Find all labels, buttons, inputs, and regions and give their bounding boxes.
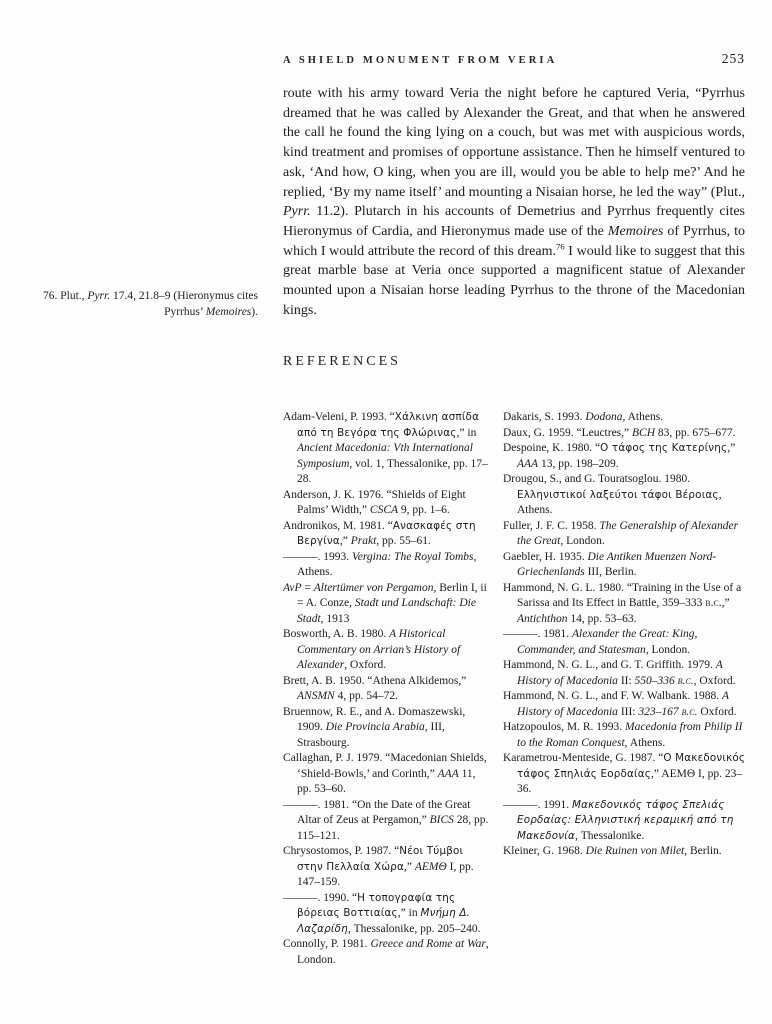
reference-entry [283, 844, 490, 891]
body-paragraph [283, 84, 745, 320]
text-segment: Ο Μακεδονικός τάφος Σπηλιάς Εορδαίας [517, 752, 746, 780]
text-segment: AAA [437, 767, 459, 780]
text-segment: ———. 1981. “On the Date of the Great Altar of Zeus at Pergamon,” [283, 798, 471, 826]
text-segment: 9, pp. 1–6. [398, 504, 450, 516]
text-segment: Altertümer von Pergamon [313, 581, 434, 594]
text-segment: Macedonia from Philip II to the Roman Conquest [517, 721, 743, 749]
margin-footnote-76 [26, 288, 258, 320]
text-segment: 28, pp. 115–121. [297, 814, 489, 842]
text-segment: Connolly, P. 1981. [283, 938, 371, 950]
running-head [283, 51, 745, 67]
text-segment: 11, pp. 53–60. [297, 767, 476, 795]
text-segment: of Pyrrhus, to which I would attribute the record of this dream. [283, 223, 745, 259]
text-segment: Alexander the Great: King, Commander, and Statesman [517, 628, 698, 656]
text-segment: , Thessalonike, pp. 205–240. [347, 922, 481, 935]
reference-entry [503, 627, 749, 658]
text-segment: , Athens. [517, 488, 722, 516]
text-segment: ———. 1990. “ [283, 891, 358, 904]
text-segment: Hammond, N. G. L. 1980. “Training in the Use of a Sarissa and Its Effect in Battle, 359–333 [503, 581, 742, 609]
text-segment: Η τοπογραφία της βόρειας Βοττιαίας [297, 891, 456, 919]
reference-entry [283, 937, 490, 968]
text-segment: ,” in [397, 907, 421, 919]
text-segment: b.c. [705, 597, 722, 609]
text-segment: , London. [560, 535, 605, 547]
text-segment: I would like to suggest that this great marble base at Veria once supported a magnificent statue of Alexander mounted upon a Nisaian horse leading Pyrrhus to the throne of the Macedonian kings. [283, 243, 746, 318]
reference-entry [503, 751, 749, 798]
text-segment: Gaebler, H. 1935. [503, 550, 588, 563]
text-segment: BCH [632, 426, 656, 439]
text-segment: Χάλκινη ασπίδα από τη Βεγόρα της Φλώρινας [297, 411, 480, 439]
text-segment: ANSMN [297, 690, 335, 702]
text-segment: Pyrr. [283, 204, 311, 220]
reference-entry [283, 798, 490, 845]
text-segment: 550–336 [634, 674, 678, 687]
text-segment: = [301, 581, 314, 594]
text-segment: 76 [555, 240, 565, 251]
text-segment: ,” in [456, 426, 477, 439]
text-segment: AAA [517, 457, 539, 470]
text-segment: Andronikos, M. 1981. “ [283, 519, 393, 532]
text-segment: , Berlin. [684, 845, 722, 857]
text-segment: , pp. 55–61. [376, 535, 431, 547]
text-segment: ,” ΑΕΜΘ I, pp. 23–36. [517, 767, 743, 795]
text-segment: 17.4, 21.8–9 (Hieronymus cites Pyrrhus’ [110, 290, 258, 318]
text-segment: 14, pp. 53–63. [567, 612, 637, 625]
text-segment: Chrysostomos, P. 1987. “ [283, 845, 400, 857]
text-segment: Karametrou-Menteside, G. 1987. “ [503, 752, 664, 764]
text-segment: ———. 1991. [503, 798, 572, 811]
text-segment: Memoires [607, 223, 664, 239]
text-segment: Μακεδονικός τάφος Σπελιάς Εορδαίας: Ελληνιστική κεραμική από τη Μακεδονία [517, 798, 734, 842]
text-segment: Hammond, N. G. L., and F. W. Walbank. 1988. [503, 690, 722, 702]
text-segment: Ο τάφος της Κατερίνης [600, 442, 728, 454]
text-segment: , London. [297, 938, 489, 966]
reference-entry [283, 627, 490, 674]
text-segment: CSCA [369, 504, 399, 516]
text-segment: Dodona [585, 411, 623, 423]
text-segment: BICS [429, 814, 454, 826]
text-segment: 4, pp. 54–72. [334, 690, 398, 702]
text-segment: b.c. [677, 674, 694, 687]
text-segment: , Berlin I, ii = A. Conze, [297, 581, 487, 609]
body-text-block [283, 84, 745, 320]
text-segment: Callaghan, P. J. 1979. “Macedonian Shields, ‘Shield-Bowls,’ and Corinth,” [283, 752, 487, 780]
text-segment: 83, pp. 675–677. [655, 426, 736, 439]
text-segment: ,” [403, 860, 415, 873]
text-segment: , Thessalonike. [574, 829, 645, 842]
text-segment: 76. Plut., [43, 290, 88, 302]
text-segment: ,” [727, 442, 736, 454]
text-segment: 13, pp. 198–209. [538, 457, 619, 470]
text-segment: , vol. 1, Thessalonike, pp. 17–28. [297, 457, 488, 485]
page-number: 253 [721, 51, 745, 66]
reference-entry [283, 488, 490, 519]
text-segment: Fuller, J. F. C. 1958. [503, 519, 600, 532]
text-segment: Hammond, N. G. L., and G. T. Griffith. 1979. [503, 659, 716, 671]
text-segment: Dakaris, S. 1993. [503, 411, 586, 423]
text-segment: ,” [721, 597, 730, 609]
text-segment: ,” [339, 535, 351, 547]
text-segment: A History of Macedonia [517, 690, 729, 718]
references-section [283, 410, 749, 968]
text-segment: III, Berlin. [584, 566, 637, 578]
reference-entry [503, 720, 749, 751]
references-heading: REFERENCES [283, 354, 401, 369]
running-title: A SHIELD MONUMENT FROM VERIA [283, 55, 558, 66]
text-segment: A History of Macedonia [517, 659, 723, 687]
text-segment: Brett, A. B. 1950. “Athena Alkidemos,” [283, 674, 467, 687]
text-segment: AvP [283, 581, 302, 594]
reference-entry [283, 705, 490, 752]
reference-entry [283, 519, 490, 550]
text-segment: Stadt und Landschaft: Die Stadt [297, 597, 476, 625]
text-segment: , Athens. [624, 736, 666, 749]
reference-entry [503, 658, 749, 689]
text-segment: Bosworth, A. B. 1980. [283, 628, 390, 640]
reference-entry [283, 674, 490, 705]
text-segment: Oxford. [697, 705, 737, 718]
text-segment: Μνήμη Δ. Λαζαρίδη [297, 907, 471, 935]
text-segment: , III, Strasbourg. [297, 721, 445, 749]
text-segment: b.c. [681, 705, 698, 718]
text-segment: Adam-Veleni, P. 1993. “ [283, 411, 395, 423]
reference-entry [503, 689, 749, 720]
reference-entry [283, 410, 490, 488]
reference-entry [503, 519, 749, 550]
text-segment: Ancient Macedonia: Vth International Symposium [297, 442, 473, 470]
reference-entry [503, 550, 749, 581]
text-segment: Pyrr. [87, 290, 111, 302]
text-segment: ———. 1993. [283, 550, 352, 563]
text-segment: , Athens. [622, 411, 664, 423]
text-segment: Die Antiken Muenzen Nord-Griechenlands [517, 550, 717, 578]
text-segment: III: [617, 705, 639, 718]
text-segment: ΑΕΜΘ [414, 860, 447, 873]
reference-entry [503, 426, 749, 442]
text-segment: , Oxford. [344, 659, 387, 671]
text-segment: I, pp. 147–159. [297, 860, 474, 888]
reference-entry [283, 751, 490, 798]
text-segment: ———. 1981. [503, 628, 572, 640]
reference-entry [503, 441, 749, 472]
text-segment: ). [251, 306, 258, 318]
text-segment: Bruennow, R. E., and A. Domaszewski, 1909. [283, 705, 466, 733]
reference-entry [503, 844, 749, 860]
reference-entry [503, 410, 749, 426]
reference-entry [503, 798, 749, 845]
text-segment: II: [617, 674, 635, 687]
text-segment: Ελληνιστικοί λαξεύτοι τάφοι Βέροιας [517, 488, 719, 501]
reference-entry [503, 581, 749, 628]
reference-entry [503, 472, 749, 519]
text-segment: Kleiner, G. 1968. [503, 845, 586, 857]
text-segment: Drougou, S., and G. Touratsoglou. 1980. [503, 473, 691, 485]
reference-entry [283, 891, 490, 938]
text-segment: Antichthon [517, 612, 568, 625]
text-segment: Daux, G. 1959. “Leuctres,” [503, 426, 633, 439]
reference-entry [283, 550, 490, 581]
text-segment: , Oxford. [693, 674, 736, 687]
text-segment: Die Provincia Arabia [325, 721, 425, 733]
text-segment: 11.2). Plutarch in his accounts of Demetrius and Pyrrhus frequently cites Hieronymus of Cardia, and Hieronymus made use of the [283, 204, 745, 239]
text-segment: 323–167 [638, 705, 682, 718]
text-segment: Greece and Rome at War [370, 938, 486, 950]
references-left-column [283, 410, 490, 968]
text-segment: Despoine, K. 1980. “ [503, 442, 601, 454]
text-segment: , 1913 [320, 612, 350, 625]
text-segment: , Athens. [297, 550, 477, 578]
text-segment: , London. [645, 643, 691, 656]
text-segment: The Generalship of Alexander the Great [517, 519, 739, 547]
text-segment: Vergina: The Royal Tombs [352, 550, 474, 563]
text-segment: Hatzopoulos, M. R. 1993. [503, 721, 626, 733]
references-right-column [503, 410, 749, 968]
text-segment: Anderson, J. K. 1976. “Shields of Eight Palms’ Width,” [283, 488, 466, 516]
text-segment: Νέοι Τύμβοι στην Πελλαία Χώρα [297, 845, 464, 873]
text-segment: Ανασκαφές στη Βεργίνα [297, 519, 476, 547]
text-segment: Die Ruinen von Milet [585, 845, 685, 857]
text-segment: Prakt [350, 535, 377, 547]
reference-entry [283, 581, 490, 628]
text-segment: A Historical Commentary on Arrian’s History of Alexander [297, 628, 461, 671]
text-segment: Memoires [205, 306, 252, 318]
text-segment: route with his army toward Veria the night before he captured Veria, “Pyrrhus dreamed that he was called by Alexander the Great, and that when he answered the call he found the king lying on a couch, but was met with auspicious words, kind treatment and promises of opportune assistance. Then he himself ventured to ask, ‘And how, O king, when you are ill, would you be able to help me?’ And he replied, ‘By my name itself’ and mounting a Nisaian horse, he led the way” (Plut., [283, 86, 745, 200]
